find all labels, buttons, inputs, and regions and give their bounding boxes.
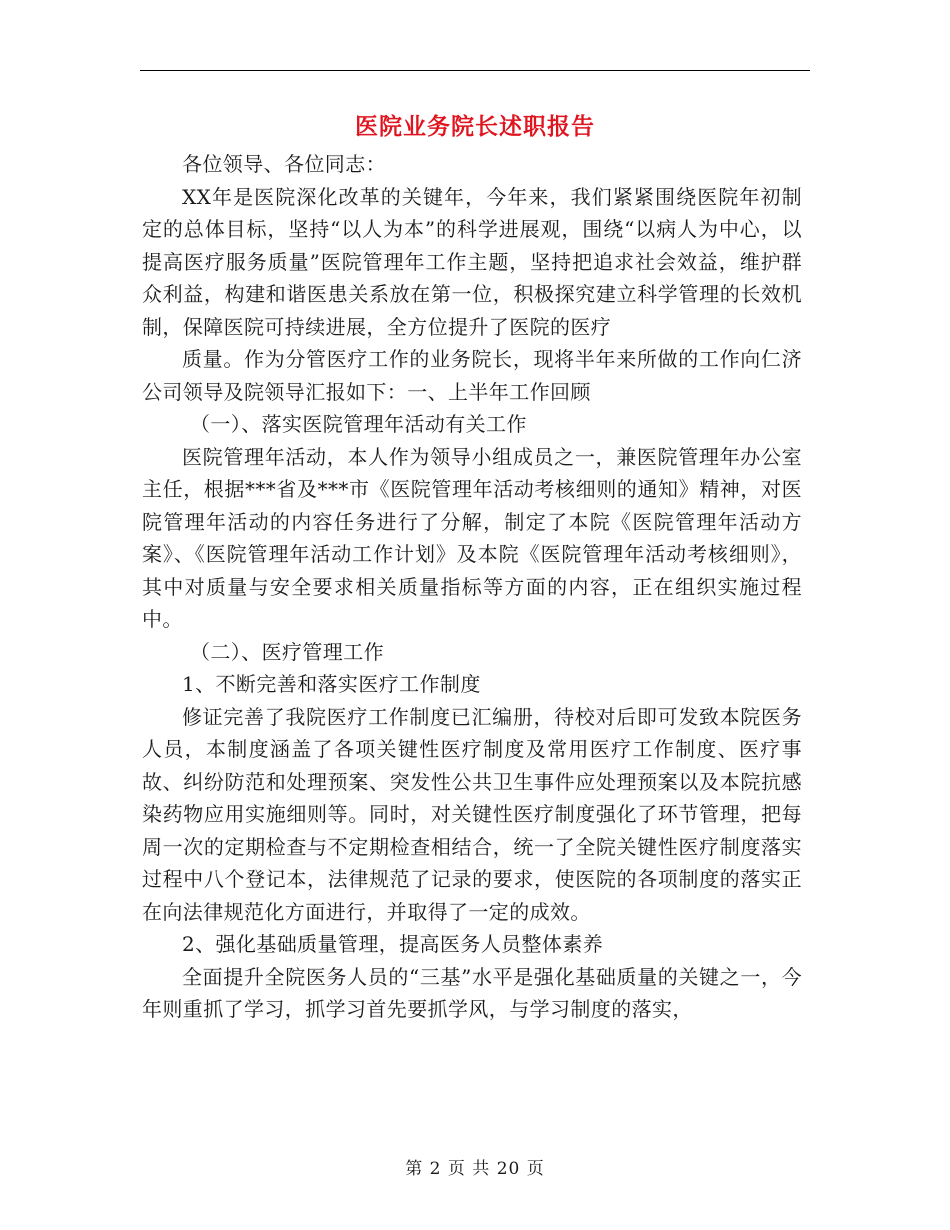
section-heading: （一）、落实医院管理年活动有关工作 bbox=[190, 412, 527, 436]
header-rule bbox=[140, 70, 810, 71]
page-number-footer: 第 2 页 共 20 页 bbox=[405, 1159, 545, 1179]
body-paragraph: 质量。作为分管医疗工作的业务院长，现将半年来所做的工作向仁济公司领导及院领导汇报如下：一、上半年工作回顾 bbox=[142, 347, 802, 404]
subsection-heading: 2、强化基础质量管理，提高医务人员整体素养 bbox=[182, 932, 604, 956]
body-paragraph: 医院管理年活动，本人作为领导小组成员之一，兼医院管理年办公室主任，根据***省及***市《医院管理年活动考核细则的通知》精神，对医院管理年活动的内容任务进行了分解，制定了本院《医院管理年活动方案》、《医院管理年活动工作计划》及本院《医院管理年活动考核细则》，其中对质量与安全要求相关质量指标等方面的内容，正在组织实施过程中。 bbox=[142, 444, 802, 631]
body-paragraph: 修证完善了我院医疗工作制度已汇编册，待校对后即可发致本院医务人员，本制度涵盖了各项关键性医疗制度及常用医疗工作制度、医疗事故、纠纷防范和处理预案、突发性公共卫生事件应处理预案以及本院抗感染药物应用实施细则等。同时，对关键性医疗制度强化了环节管理，把每周一次的定期检查与不定期检查相结合，统一了全院关键性医疗制度落实过程中八个登记本，法律规范了记录的要求，使医院的各项制度的落实正在向法律规范化方面进行，并取得了一定的成效。 bbox=[142, 704, 802, 924]
body-paragraph: 全面提升全院医务人员的“三基”水平是强化基础质量的关键之一，今年则重抓了学习，抓学习首先要抓学风，与学习制度的落实， bbox=[142, 964, 802, 1021]
document-title: 医院业务院长述职报告 bbox=[355, 113, 595, 140]
body-paragraph: XX年是医院深化改革的关键年，今年来，我们紧紧围绕医院年初制定的总体目标，坚持“以人为本”的科学进展观，围绕“以病人为中心，以提高医疗服务质量”医院管理年工作主题，坚持把追求社会效益，维护群众利益，构建和谐医患关系放在第一位，积极探究建立科学管理的长效机制，保障医院可持续进展，全方位提升了医院的医疗 bbox=[142, 184, 802, 339]
salutation-paragraph: 各位领导、各位同志： bbox=[182, 152, 386, 176]
section-heading: （二）、医疗管理工作 bbox=[190, 639, 384, 664]
document-body bbox=[142, 148, 802, 1026]
subsection-heading: 1、不断完善和落实医疗工作制度 bbox=[182, 672, 481, 696]
